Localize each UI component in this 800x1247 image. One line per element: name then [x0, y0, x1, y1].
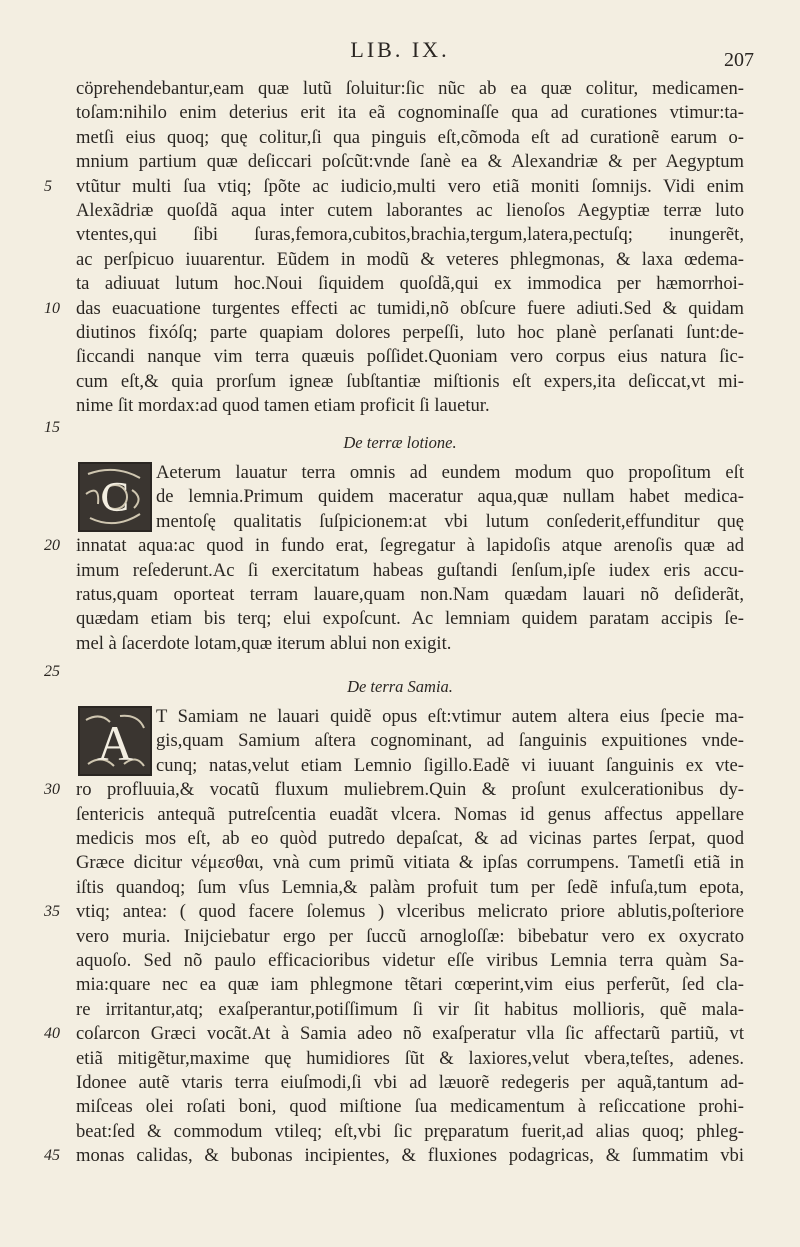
- text-line: imum reſederunt.Ac ſi exercitatum habeas guſtandi ſenſum,ipſe iudex eris accu-: [76, 559, 744, 581]
- line-number: 35: [44, 903, 60, 921]
- text-line: ſiccandi nanque vim terra quæuis poſſidet.Quoniam vero corpus eius natura ſic-: [76, 346, 744, 368]
- line-number: 25: [44, 663, 60, 680]
- text-line: das euacuatione turgentes effecti ac tumidi,nõ obſcure fuere adiuti.Sed & quidam: [76, 297, 744, 319]
- text-line: ac perſpicuo iuuarentur. Eũdem in modũ & veteres phlegmonas, & laxa œdema-: [76, 248, 744, 270]
- running-head: LIB. IX.: [350, 37, 450, 62]
- text-line: monas calidas, & bubonas incipientes, & fluxiones podagricas, & ſummatim vbi: [76, 1145, 744, 1167]
- text-line: ratus,quam oporteat terram lauare,quam non.Nam quædam lauari nõ deſiderãt,: [76, 584, 744, 605]
- text-line: vtiq; antea: ( quod facere ſolemus ) vlceribus melicrato priore ablutis,poſteriore: [76, 901, 744, 923]
- section-heading-samia: De terra Samia.: [347, 677, 453, 696]
- text-line: beat:ſed & commodum vtileq; eſt,vbi ſic pręparatum fuerit,ad alias quoq; phleg-: [76, 1120, 744, 1142]
- svg-text:C: C: [100, 475, 130, 521]
- text-line: mia:quare nec ea quæ iam phlegmone tẽtari cœperint,vim eius perferũt, ſed cla-: [76, 974, 744, 996]
- text-line: vtũtur multi ſua vtiq; ſpõte ac iudicio,multi vero etiã moniti ſomnijs. Vidi enim: [76, 175, 744, 197]
- text-line: innatat aqua:ac quod in fundo erat, ſegregatur à lapidoſis atque arenoſis quæ ad: [76, 535, 744, 557]
- line-number: 5: [44, 177, 52, 195]
- svg-text:A: A: [96, 715, 134, 771]
- text-line: metſi eius quoq; quę colitur,ſi qua pinguis eſt,cõmoda eſt ad curationẽ earum o-: [76, 126, 744, 148]
- text-line: toſam:nihilo enim deterius erit ita eã cognominaſſe qua ad curationes vtimur:ta-: [76, 102, 744, 124]
- text-line: de lemnia.Primum quidem maceratur aqua,quæ nullam habet medica-: [156, 486, 744, 508]
- ornament-icon: [80, 708, 150, 774]
- text-line: diutinos fixóſq; parte quapiam dolores perpeſſi, luto hoc planè perſanati ſunt:de-: [76, 322, 744, 343]
- text-line: Aeterum lauatur terra omnis ad eundem modum quo propoſitum eſt: [156, 462, 744, 483]
- decorated-initial-c: [78, 462, 152, 532]
- text-line: aquoſo. Sed nõ paulo efficacioribus videtur eſſe viribus Lemnia terra quàm Sa-: [76, 950, 744, 971]
- text-line: iſtis quandoq; ſum vſus Lemnia,& palàm profuit tum per ſedẽ infuſa,tum epota,: [76, 876, 744, 898]
- decorated-initial-a: [78, 706, 152, 776]
- text-line: nime ſit mordax:ad quod tamen etiam proficit ſi lauetur.: [76, 395, 490, 417]
- text-line: medicis mos eſt, ab eo quòd putredo depaſcat, & ad vicinas partes ſerpat, quod: [76, 828, 744, 849]
- text-line: ro profluuia,& vocatũ fluxum muliebrem.Quin & proſunt exulcerationibus dy-: [76, 779, 744, 801]
- text-line: T Samiam ne lauari quidẽ opus eſt:vtimur autem altera eius ſpecie ma-: [156, 706, 744, 727]
- text-line: mel à ſacerdote lotam,quæ iterum ablui non exigit.: [76, 632, 452, 654]
- text-line: ſentericis antequã putreſcentia euadãt vlcera. Nomas id genus affectus appellare: [76, 803, 744, 825]
- text-line: mnium partium quæ deſiccari poſcũt:vnde ſanè ea & Alexandriæ & per Aegyptum: [76, 151, 744, 173]
- text-line: vero muria. Inijciebatur ergo per ſuccũ arnogloſſæ: bibebatur vero ex oxycrato: [76, 925, 744, 947]
- text-line: re irritantur,atq; exaſperantur,potiſſimum ſi vir ſit habitus mollioris, quẽ mala-: [76, 998, 744, 1020]
- text-line: vtentes,qui ſibi ſuras,femora,cubitos,brachia,tergum,latera,pectuſq; inungerẽt,: [76, 224, 744, 246]
- text-line: Alexãdriæ quoſdã aqua inter cutem laborantes ac lienoſos Aegyptiæ terræ luto: [76, 200, 744, 221]
- text-line: miſceas olei roſati boni, quod miſtione ſua medicamentum à reſiccatione prohi-: [76, 1096, 744, 1118]
- text-line: cöprehendebantur,eam quæ lutũ ſoluitur:ſic nũc ab ea quæ colitur, medicamen-: [76, 78, 744, 99]
- line-number: 15: [44, 419, 60, 436]
- line-number: 10: [44, 299, 60, 317]
- text-line: etiã mitigẽtur,maxime quę humidiores ſũt & laxiores,velut vbera,teſtes, adenes.: [76, 1047, 744, 1069]
- line-number: 30: [44, 781, 60, 799]
- page-number: 207: [724, 49, 754, 71]
- text-line: Idonee autẽ vtaris terra eiuſmodi,ſi vbi ad læuorẽ redegeris per aquã,tantum ad-: [76, 1072, 744, 1093]
- text-line: mentoſę qualitatis ſuſpicionem:at vbi lutum conſederit,effunditur quę: [156, 510, 744, 532]
- text-line: Græce dicitur νέμεσθαι, vnà cum primũ vitiata & ipſas corrumpens. Tametſi etiã in: [76, 852, 744, 874]
- text-line: gis,quam Samium aſtera cognominant, ad ſanguinis expuitiones vnde-: [156, 730, 744, 752]
- text-line: quædam etiam bis terq; elui expoſcunt. Ac lemniam quidem paratam accipis ſe-: [76, 608, 744, 630]
- line-number: 45: [44, 1147, 60, 1165]
- section-heading-lotione: De terræ lotione.: [343, 433, 457, 452]
- text-line: cunq; natas,velut etiam Lemnio ſigillo.Eadẽ vi iuuant ſanguinis ex vte-: [156, 754, 744, 776]
- text-line: cum eſt,& quia prorſum igneæ ſubſtantiæ miſtionis eſt expers,ita deſiccat,vt mi-: [76, 370, 744, 392]
- text-line: coſarcon Græci vocãt.At à Samia adeo nõ exaſperatur vlla ſic affectarũ partiũ, vt: [76, 1023, 744, 1045]
- line-number: 20: [44, 537, 60, 555]
- text-line: ta adiuuat lutum hoc.Noui ſiquidem quoſdã,qui ex immodica per hæmorrhoi-: [76, 273, 744, 295]
- ornament-icon: [80, 464, 150, 530]
- line-number: 40: [44, 1025, 60, 1043]
